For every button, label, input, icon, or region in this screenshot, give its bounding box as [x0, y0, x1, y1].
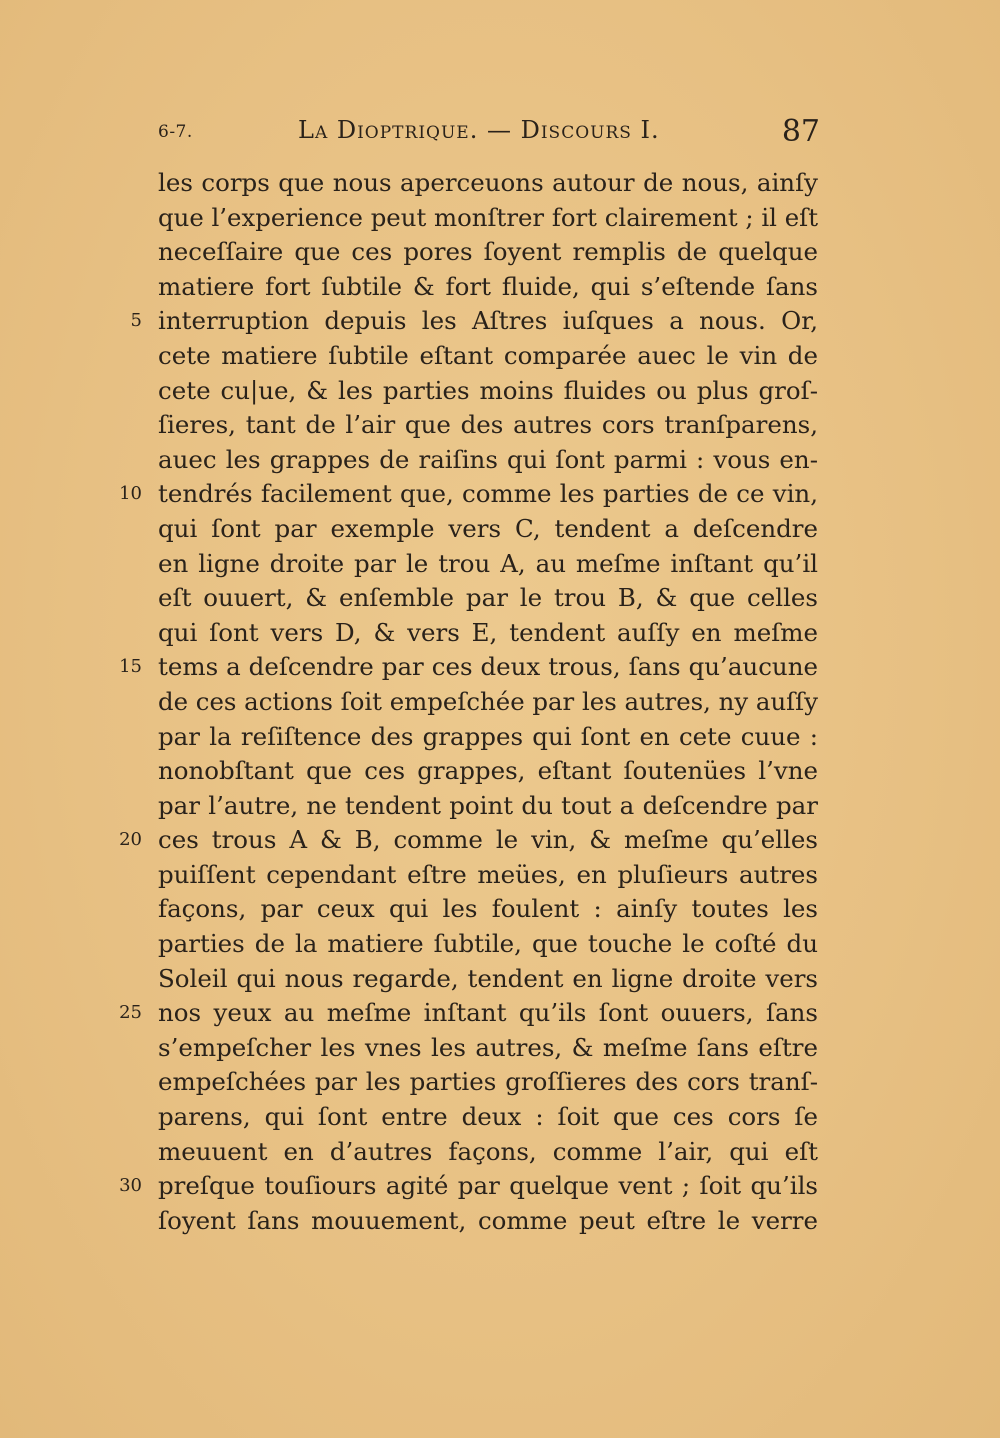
text-line: façons, par ceux qui les foulent : ainſy toutes les [158, 894, 818, 924]
text-line: nonobſtant que ces grappes, eſtant ſoutenües l’vne [158, 756, 818, 786]
text-line: cete cu|ue, & les parties moins fluides ou plus groſ- [158, 375, 818, 405]
line-number: 30 [119, 1175, 142, 1197]
text-line: en ligne droite par le trou A, au meſme inſtant qu’il [158, 548, 818, 578]
text-line: qui ſont par exemple vers C, tendent a deſcendre [158, 513, 818, 543]
text-line: empeſchées par les parties groſſieres des cors tranſ- [158, 1067, 818, 1097]
line-number: 20 [119, 829, 142, 851]
line-number: 5 [130, 310, 142, 332]
text-line: 20 ces trous A & B, comme le vin, & meſme qu’elles [158, 823, 818, 858]
text-line: puiſſent cependant eſtre meües, en pluſieurs autres [158, 859, 818, 889]
page-number: 87 [781, 114, 820, 149]
text-line: Soleil qui nous regarde, tendent en ligne droite vers [158, 963, 818, 993]
text-line: ſieres, tant de l’air que des autres cors tranſparens, [158, 410, 818, 440]
text-line: les corps que nous aperceuons autour de nous, ainſy [158, 168, 818, 197]
text-line: par l’autre, ne tendent point du tout a deſcendre par [158, 790, 818, 820]
body-text [119, 166, 818, 1238]
running-title: La Dioptrique. — Discours I. [298, 116, 660, 144]
text-line: meuuent en d’autres façons, comme l’air, qui eſt [158, 1136, 818, 1166]
line-number: 10 [119, 483, 142, 505]
text-line: matiere fort ſubtile & fort fluide, qui s’eſtende ſans [158, 271, 818, 301]
text-line: eſt ouuert, & enſemble par le trou B, & que celles [158, 583, 818, 613]
text-line: qui ſont vers D, & vers E, tendent auſſy en meſme [158, 617, 818, 647]
line-number: 15 [119, 656, 142, 678]
text-line: parties de la matiere ſubtile, que touche le coſté du [158, 929, 818, 959]
text-line: 15 tems a deſcendre par ces deux trous, ſans qu’aucune [158, 650, 818, 685]
text-line: cete matiere ſubtile eſtant comparée auec le vin de [158, 340, 818, 370]
text-line: par la reſiſtence des grappes qui ſont en cete cuue : [158, 721, 818, 751]
text-line: que l’experience peut monſtrer fort clairement ; il eſt [158, 202, 818, 232]
original-page-reference: 6-7. [158, 122, 193, 142]
text-line: 30 preſque touſiours agité par quelque vent ; ſoit qu’ils [158, 1169, 818, 1204]
text-line: 10 tendrés facilement que, comme les parties de ce vin, [158, 477, 818, 512]
text-line: 5 interruption depuis les Aſtres iuſques a nous. Or, [158, 304, 818, 339]
text-line: 25 nos yeux au meſme inſtant qu’ils ſont ouuers, ſans [158, 996, 818, 1031]
running-head [158, 112, 820, 152]
text-line: ſoyent ſans mouuement, comme peut eſtre le verre [158, 1205, 818, 1235]
text-line: parens, qui ſont entre deux : ſoit que ces cors ſe [158, 1102, 818, 1132]
text-line: auec les grappes de raiſins qui ſont parmi : vous en- [158, 444, 818, 474]
text-line: de ces actions ſoit empeſchée par les autres, ny auſſy [158, 686, 818, 716]
text-line: neceſſaire que ces pores ſoyent remplis de quelque [158, 237, 818, 267]
line-number: 25 [119, 1002, 142, 1024]
text-line: s’empeſcher les vnes les autres, & meſme ſans eſtre [158, 1032, 818, 1062]
